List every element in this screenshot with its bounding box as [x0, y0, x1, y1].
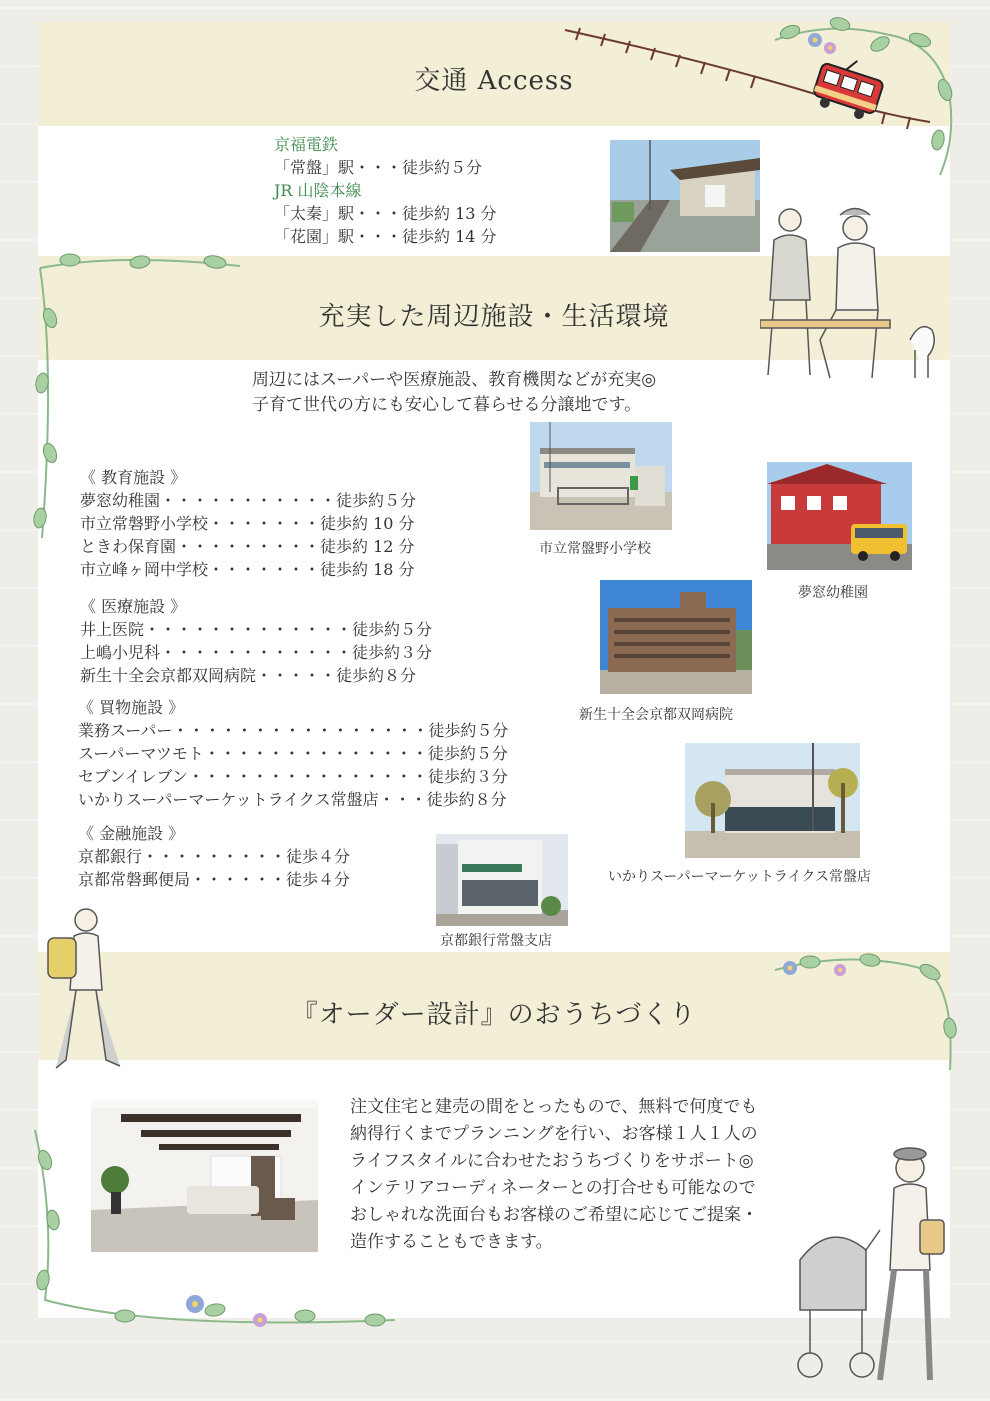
medical-item: 上嶋小児科・・・・・・・・・・・・徒歩約３分 — [80, 643, 433, 662]
leaf-vine-icon — [20, 248, 260, 548]
access-line: 京福電鉄 — [274, 135, 339, 154]
supermarket-caption: いかりスーパーマーケットライクス常盤店 — [608, 869, 872, 885]
school-caption: 市立常盤野小学校 — [539, 541, 651, 557]
finance-list — [78, 822, 350, 891]
hiker-illustration — [36, 900, 136, 1075]
education-item: 市立常磐野小学校・・・・・・・徒歩約 10 分 — [80, 514, 415, 533]
order-line: ライフスタイルに合わせたおうちづくりをサポート◎ — [350, 1151, 754, 1171]
order-line: 納得行くまでプランニングを行い、お客様１人１人の — [350, 1124, 758, 1144]
medical-item: 新生十全会京都双岡病院・・・・・徒歩約８分 — [80, 666, 417, 685]
facilities-intro-line: 子育て世代の方にも安心して暮らせる分譲地です。 — [252, 395, 642, 415]
finance-item: 京都銀行・・・・・・・・・徒歩４分 — [78, 847, 351, 866]
station-photo — [610, 140, 760, 252]
order-line: おしゃれな洗面台もお客様のご希望に応じてご提案・ — [350, 1205, 758, 1225]
kindergarten-caption: 夢窓幼稚園 — [798, 585, 868, 601]
finance-item: 京都常磐郵便局・・・・・・徒歩４分 — [78, 870, 351, 889]
hospital-photo — [600, 580, 752, 694]
order-title: 『オーダー設計』のおうちづくり — [291, 1000, 697, 1030]
facilities-title: 充実した周辺施設・生活環境 — [318, 302, 670, 332]
shopping-item: スーパーマツモト・・・・・・・・・・・・・・徒歩約５分 — [78, 744, 508, 763]
order-line: 造作することもできます。 — [350, 1232, 553, 1252]
medical-header: 《 医療施設 》 — [80, 597, 187, 616]
shopping-header: 《 買物施設 》 — [78, 698, 185, 717]
access-list — [274, 133, 497, 248]
shopping-list — [78, 696, 508, 811]
access-line: 「常盤」駅・・・徒歩約５分 — [274, 158, 483, 177]
access-line: 「花園」駅・・・徒歩約 14 分 — [274, 227, 497, 246]
access-line: JR 山陰本線 — [274, 181, 362, 200]
access-line: 「太秦」駅・・・徒歩約 13 分 — [274, 204, 497, 223]
education-item: 市立峰ヶ岡中学校・・・・・・・徒歩約 18 分 — [80, 560, 415, 579]
order-description — [350, 1094, 758, 1256]
access-title: 交通 Access — [414, 66, 574, 96]
kindergarten-photo — [767, 462, 912, 570]
hospital-caption: 新生十全会京都双岡病院 — [579, 707, 733, 723]
supermarket-photo — [685, 743, 860, 858]
education-item: ときわ保育園・・・・・・・・・徒歩約 12 分 — [80, 537, 415, 556]
education-header: 《 教育施設 》 — [80, 468, 187, 487]
shopping-item: セブンイレブン・・・・・・・・・・・・・・・徒歩約３分 — [78, 767, 508, 786]
education-item: 夢窓幼稚園・・・・・・・・・・・徒歩約５分 — [80, 491, 417, 510]
finance-header: 《 金融施設 》 — [78, 824, 185, 843]
leaf-vine-icon — [770, 10, 970, 180]
shopping-item: 業務スーパー・・・・・・・・・・・・・・・・徒歩約５分 — [78, 721, 509, 740]
flower-icon — [808, 33, 836, 54]
medical-list — [80, 595, 432, 687]
medical-item: 井上医院・・・・・・・・・・・・・徒歩約５分 — [80, 620, 433, 639]
bank-caption: 京都銀行常盤支店 — [440, 933, 552, 949]
leaf-vine-icon — [770, 950, 970, 1080]
leaf-vine-icon — [15, 1120, 405, 1350]
order-line: インテリアコーディネーターとの打合せも可能なので — [350, 1178, 756, 1198]
stroller-illustration — [770, 1140, 960, 1390]
bank-photo — [436, 834, 568, 926]
couple-with-dog-illustration — [760, 200, 955, 385]
order-line: 注文住宅と建売の間をとったもので、無料で何度でも — [350, 1097, 758, 1117]
facilities-intro-line: 周辺にはスーパーや医療施設、教育機関などが充実◎ — [252, 370, 657, 390]
school-photo — [530, 422, 672, 530]
shopping-item: いかりスーパーマーケットライクス常盤店・・・徒歩約８分 — [78, 790, 507, 809]
